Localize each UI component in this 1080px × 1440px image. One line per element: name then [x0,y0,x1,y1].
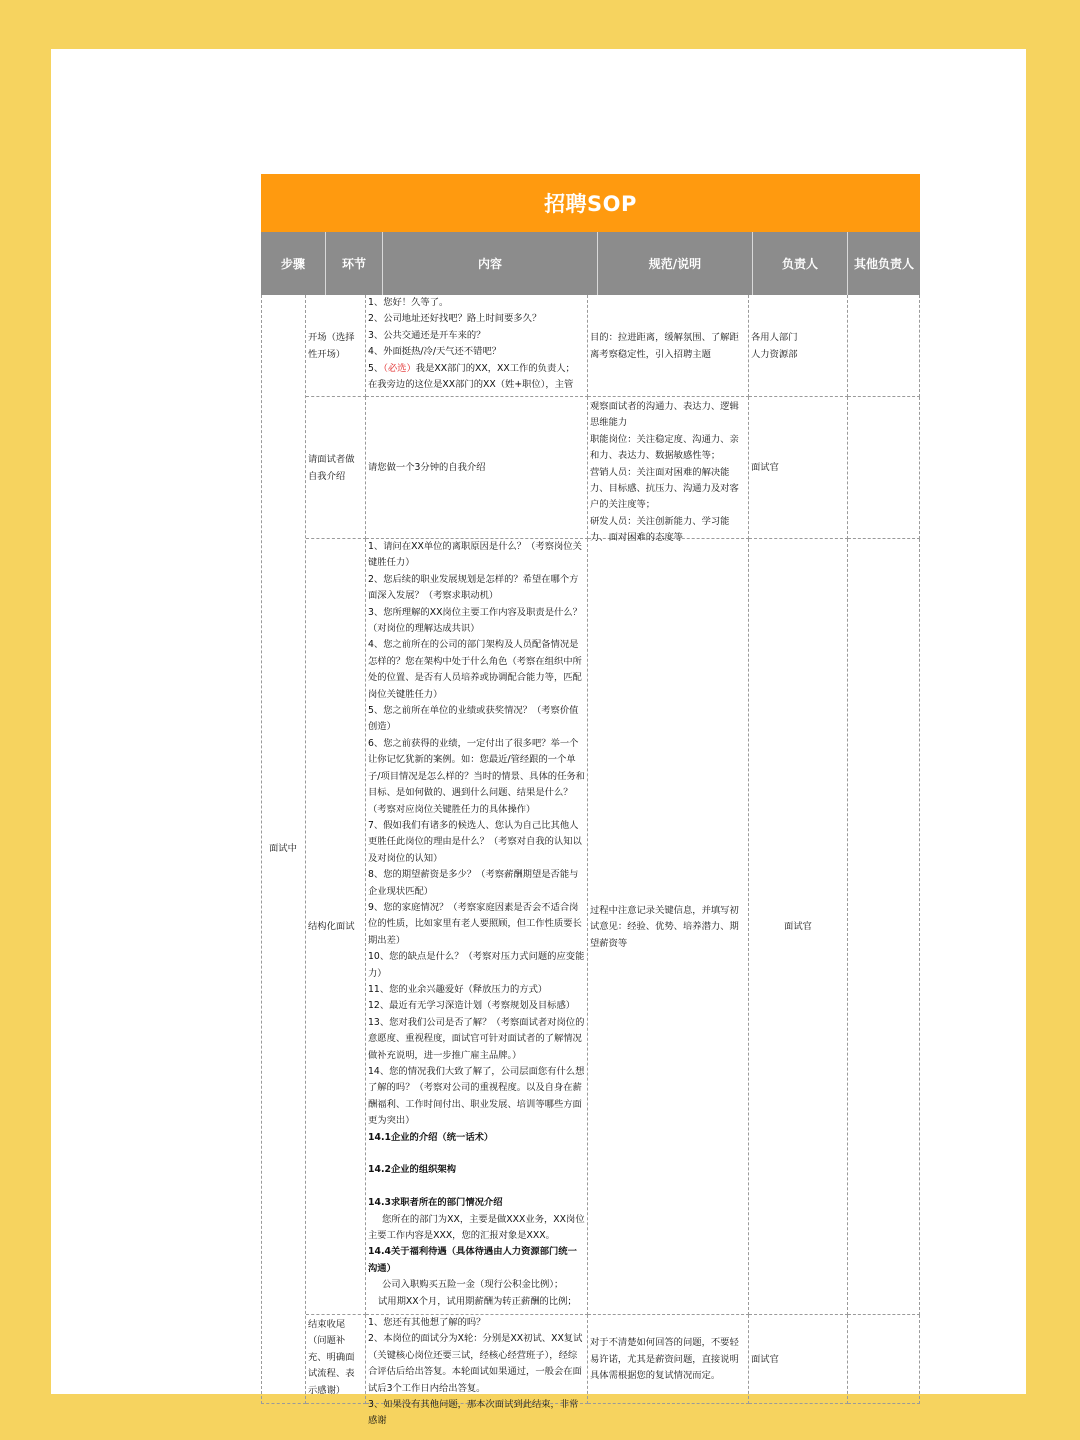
heading-14-4: 14.4关于福利待遇（具体待遇由人力资源部门统一沟通） [368,1246,577,1274]
required-tag: （必选） [383,362,416,374]
owner-structured-text: 面试官 [784,921,812,933]
stage-structured [306,539,366,1315]
heading-14-2: 14.2企业的组织架构 [368,1164,457,1176]
para-14-4-a: 公司入职购买五险一金（现行公积金比例）； [382,1279,564,1291]
question-3: 3、您所理解的XX岗位主要工作内容及职责是什么？（对岗位的理解达成共识） [368,606,582,635]
heading-14-1: 14.1企业的介绍（统一话术） [368,1131,494,1143]
col-header-other-owner: 其他负责人 [853,257,914,271]
col-header-spec: 规范/说明 [598,232,753,295]
question-10: 10、您的缺点是什么？（考察对压力式问题的应变能力） [368,951,585,979]
sheet-title: 招聘SOP [261,174,920,232]
heading-14-3: 14.3求职者所在的部门情况介绍 [368,1197,503,1209]
owner-opening [749,295,848,397]
col-header-stage: 环节 [326,232,383,295]
content-opening [366,295,588,397]
other-owner-opening [848,295,920,397]
spec-structured [588,539,749,1315]
content-intro-text: 请您做一个3分钟的自我介绍 [368,462,486,474]
closing-line-2: 2、本岗位的面试分为X轮：分别是XX初试、XX复试（关键核心岗位还要三试，经核心经营班子），经综合评估后给出答复。本轮面试如果通过，一般会在面试后3个工作日内给出答复。 [368,1333,583,1394]
owner-intro [749,397,848,539]
spec-opening [588,295,749,397]
stage-opening [306,295,366,397]
question-5: 5、您之前所在单位的业绩或获奖情况？（考察价值创造） [368,705,579,733]
spec-intro [588,397,749,544]
question-4: 4、您之前所在的公司的部门架构及人员配备情况是怎样的？您在架构中处于什么角色（考察在组织中所处的位置、是否有人员培养或协调配合能力等，匹配岗位关键胜任力） [368,639,582,700]
stage-structured-label: 结构化面试 [308,921,355,933]
closing-line-3: 3、如果没有其他问题，那本次面试到此结束，非常感谢 [368,1399,579,1427]
recruitment-sop-sheet [261,174,920,1427]
opening-line-1: 1、您好！久等了。 [368,297,449,308]
stage-closing-label: 结束收尾（问题补充、明确面试流程、表示感谢） [308,1319,355,1396]
owner-structured [749,539,848,1315]
sheet-body [261,295,920,1427]
col-header-step: 步骤 [261,232,326,295]
opening-line-4: 4、外面挺热/冷/天气还不错吧？ [368,346,502,358]
other-owner-intro [848,397,920,539]
stage-opening-label: 开场（选择性开场） [308,332,355,360]
header-row [261,232,920,295]
spec-closing-text: 对于不清楚如何回答的问题，不要轻易许诺，尤其是薪资问题，直接说明具体需根据您的复试情况而定。 [590,1337,739,1382]
owner-intro-text: 面试官 [751,462,779,474]
owner-closing [749,1315,848,1404]
opening-line-5 [368,361,585,377]
spec-intro-4: 研发人员：关注创新能力、学习能力、面对困难的态度等 [590,515,730,544]
spec-structured-text: 过程中注意记录关键信息，并填写初试意见：经验、优势、培养潜力、期望薪资等 [590,904,739,949]
spec-opening-text: 目的：拉进距离，缓解氛围、了解距离考察稳定性，引入招聘主题 [590,332,739,360]
other-owner-structured [848,539,920,1315]
owner-opening-1: 各用人部门 [751,332,798,344]
line5-suffix: 我是XX部门的XX，XX工作的负责人； [415,362,575,374]
question-12: 12、最近有无学习深造计划（考察规划及目标感） [368,1000,576,1012]
spec-intro-2: 职能岗位：关注稳定度、沟通力、亲和力、表达力、数据敏感性等； [590,433,739,462]
stage-closing [306,1315,366,1404]
page-card [51,49,1026,1427]
para-14-4-b: 试用期XX个月，试用期薪酬为转正薪酬的比例； [378,1295,577,1307]
content-closing [366,1315,588,1427]
col-header-content: 内容 [383,232,598,295]
question-2: 2、您后续的职业发展规划是怎样的？希望在哪个方面深入发展？（考察求职动机） [368,573,579,602]
opening-line-2: 2、公司地址还好找吧？路上时间要多久？ [368,313,542,325]
spec-closing [588,1315,749,1404]
question-11: 11、您的业余兴趣爱好（释放压力的方式） [368,983,548,995]
opening-line-3: 3、公共交通还是开车来的？ [368,329,486,341]
closing-line-1: 1、您还有其他想了解的吗？ [368,1317,486,1328]
content-structured [366,539,588,1315]
owner-closing-text: 面试官 [751,1353,779,1365]
stage-intro [306,397,366,539]
spec-intro-3: 营销人员：关注面对困难的解决能力、目标感、抗压力、沟通力及对客户的关注度等； [590,466,739,511]
step-cell [261,295,306,1404]
owner-opening-2: 人力资源部 [751,348,798,360]
question-1: 1、请问在XX单位的离职原因是什么？（考察岗位关键胜任力） [368,541,582,569]
stage-intro-label: 请面试者做自我介绍 [308,454,355,482]
col-header-owner: 负责人 [753,232,848,295]
question-7: 7、假如我们有诸多的候选人、您认为自己比其他人更胜任此岗位的理由是什么？（考察对自我的认知以及对岗位的认知） [368,819,582,864]
question-8: 8、您的期望薪资是多少？（考察薪酬期望是否能与企业现状匹配） [368,869,579,897]
step-label: 面试中 [269,842,297,854]
para-14-3: 您所在的部门为XX，主要是做XXX业务，XX岗位主要工作内容是XXX，您的汇报对象是XXX。 [368,1213,585,1242]
content-intro [366,397,588,539]
question-14: 14、您的情况我们大致了解了，公司层面您有什么想了解的吗？（考察对公司的重视程度。以及自身在薪酬福利、工作时间付出、职业发展、培训等哪些方面更为突出） [368,1066,585,1127]
spec-intro-1: 观察面试者的沟通力、表达力、逻辑思维能力 [590,401,739,429]
question-13: 13、您对我们公司是否了解？（考察面试者对岗位的意愿度、重视程度，面试官可针对面试者的了解情况做补充说明，进一步推广雇主品牌。） [368,1016,585,1061]
other-owner-closing [848,1315,920,1404]
question-9: 9、您的家庭情况？（考察家庭因素是否会不适合岗位的性质，比如家里有老人要照顾，但工作性质要长期出差） [368,901,582,946]
question-6: 6、您之前获得的业绩，一定付出了很多吧？举一个让你记忆犹新的案例。如：您最近/管经跟的一个单子/项目情况是怎么样的？当时的情景、具体的任务和目标、是如何做的、遇到什么问题、结果是什么？（考察对应岗位关键胜任力的具体操作） [368,737,585,815]
line5-prefix: 5、 [368,362,384,374]
opening-line-6: 在我旁边的这位是XX部门的XX（姓+职位），主管 [368,379,574,391]
